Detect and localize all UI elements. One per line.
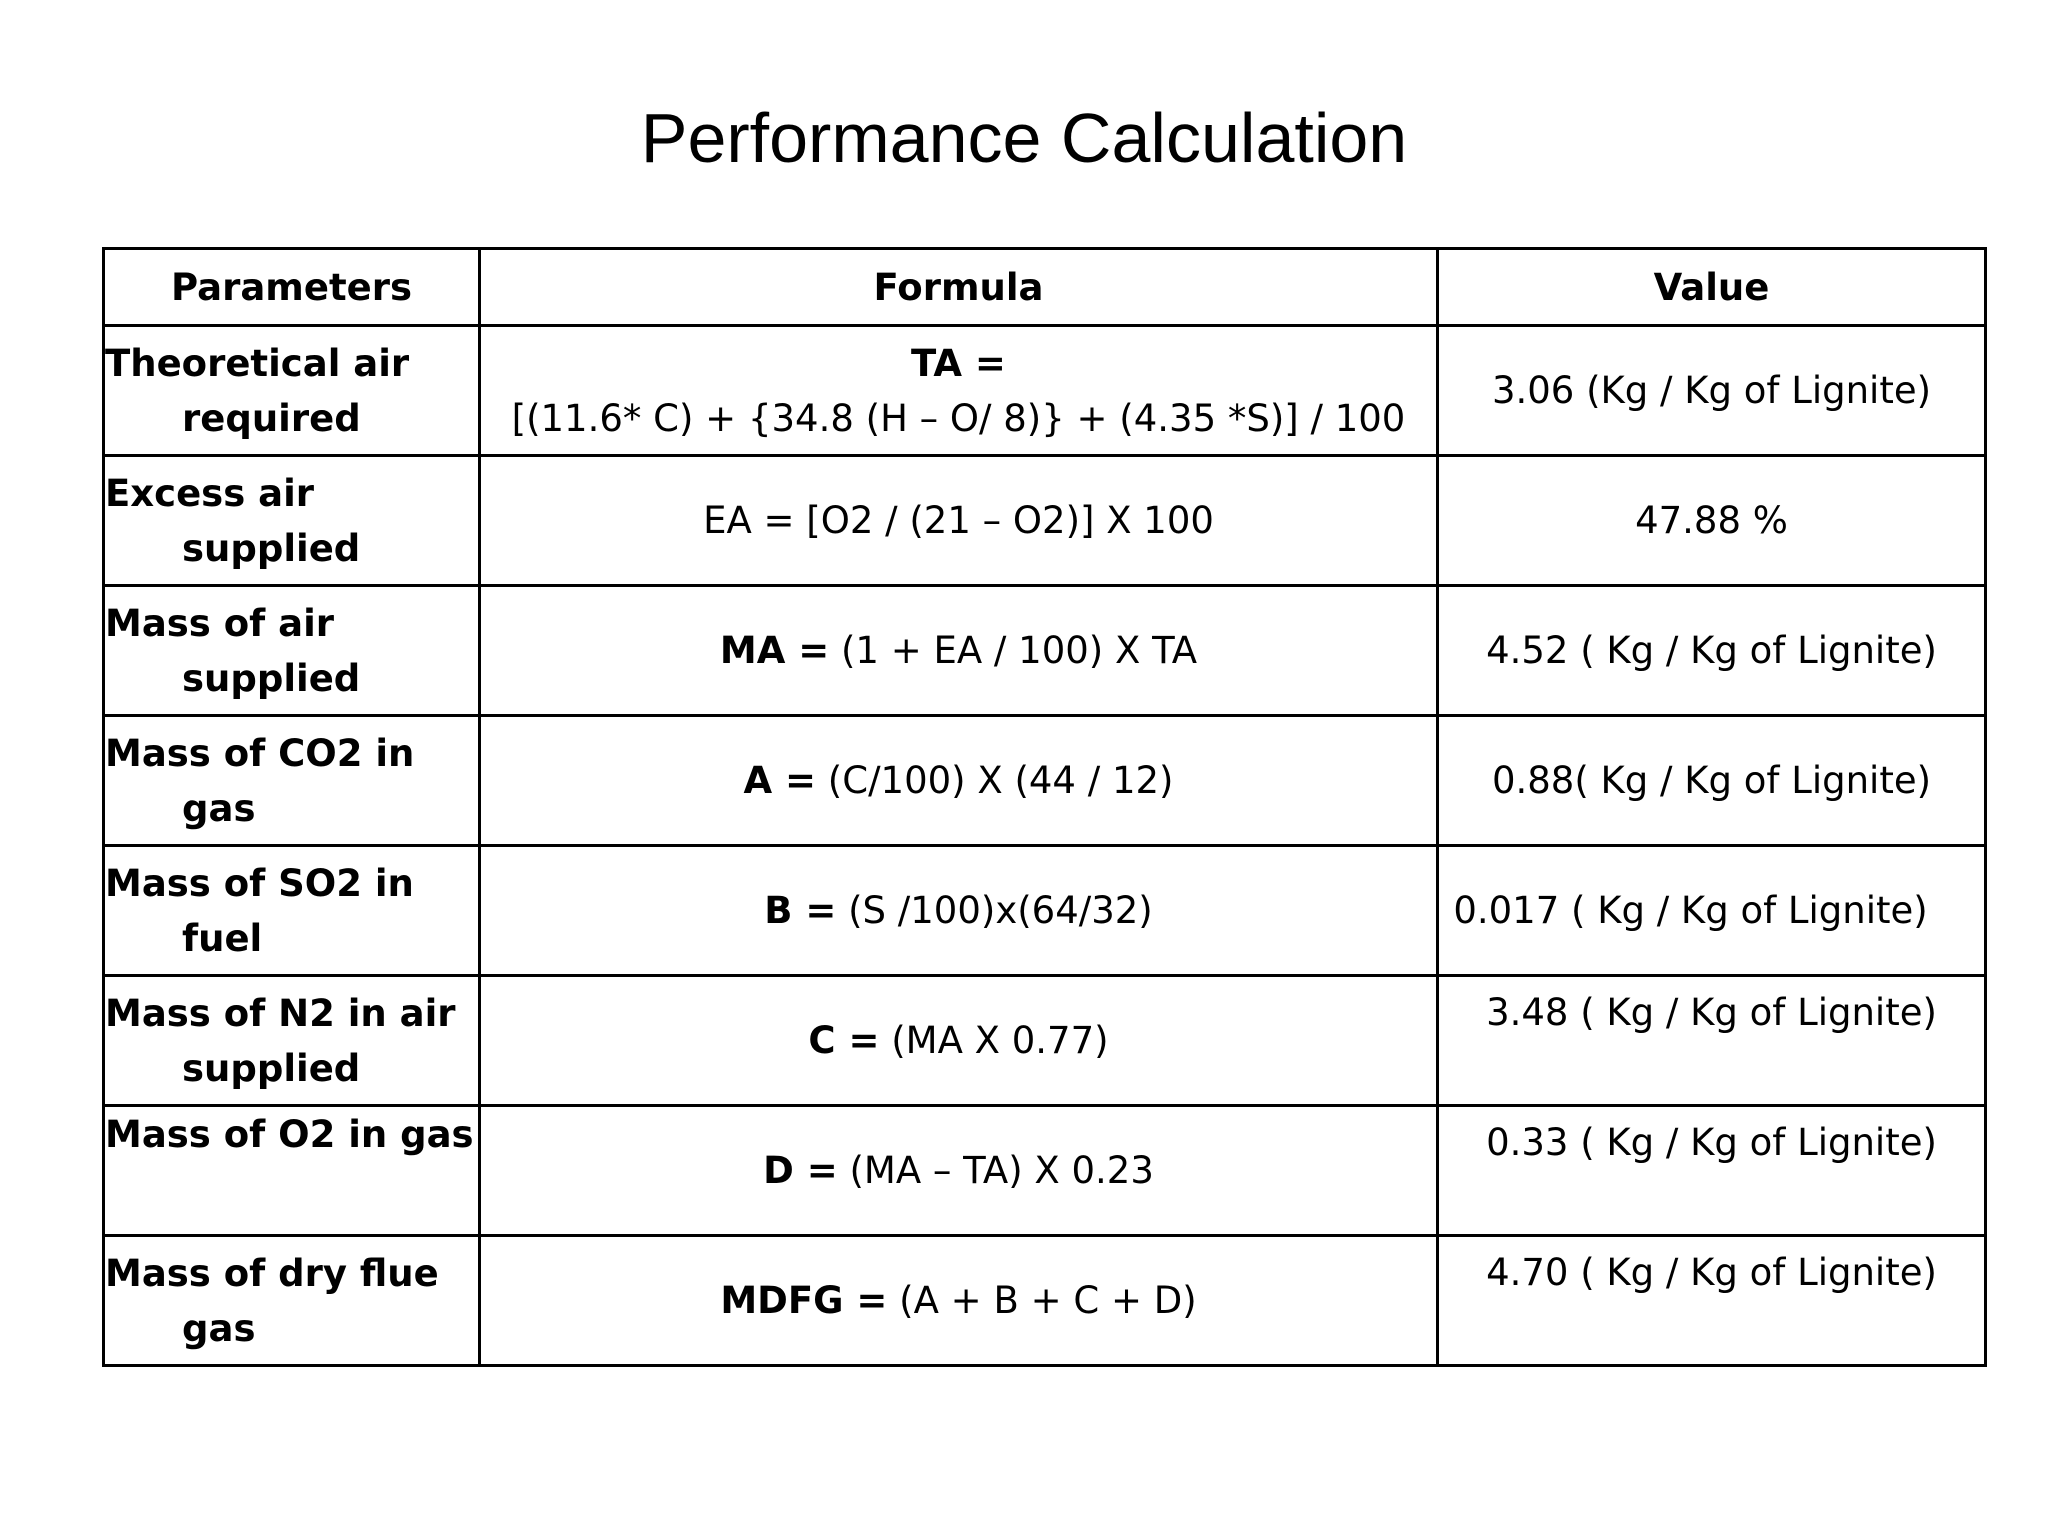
parameter-label-line2: gas <box>182 1306 256 1350</box>
parameter-label-line1: Mass of CO2 in <box>105 731 415 775</box>
formula-cell <box>480 326 1438 456</box>
value-cell: 0.88( Kg / Kg of Lignite) <box>1438 716 1986 846</box>
formula-rhs: EA = [O2 / (21 – O2)] X 100 <box>703 499 1214 542</box>
value-cell: 3.48 ( Kg / Kg of Lignite) <box>1438 976 1986 1106</box>
table-row <box>104 716 1986 846</box>
parameter-label-line1: Excess air <box>105 471 314 515</box>
value-cell: 0.33 ( Kg / Kg of Lignite) <box>1438 1106 1986 1236</box>
formula-rhs: (1 + EA / 100) X TA <box>829 629 1198 672</box>
value-cell: 4.52 ( Kg / Kg of Lignite) <box>1438 586 1986 716</box>
parameter-label-line1: Theoretical air <box>105 341 410 385</box>
parameter-label-line2: gas <box>182 786 256 830</box>
slide-title: Performance Calculation <box>640 99 1408 177</box>
formula-rhs: (MA X 0.77) <box>879 1019 1109 1062</box>
formula-cell <box>480 716 1438 846</box>
formula-lhs: B = <box>764 889 837 932</box>
table-row <box>104 586 1986 716</box>
parameter-label-line2: required <box>182 396 361 440</box>
formula-cell <box>480 586 1438 716</box>
parameter-cell <box>104 456 480 586</box>
formula-cell <box>480 1106 1438 1236</box>
performance-table <box>102 247 1987 1367</box>
parameter-cell <box>104 716 480 846</box>
parameter-label-line2: fuel <box>182 916 263 960</box>
table-row <box>104 1236 1986 1366</box>
parameter-label-line1: Mass of O2 in gas <box>105 1113 474 1156</box>
parameter-cell <box>104 976 480 1106</box>
table-row <box>104 456 1986 586</box>
parameter-label-line2: supplied <box>182 1046 361 1090</box>
formula-rhs: (C/100) X (44 / 12) <box>816 759 1174 802</box>
formula-lhs: A = <box>743 759 817 802</box>
parameter-cell <box>104 1236 480 1366</box>
value-cell: 3.06 (Kg / Kg of Lignite) <box>1438 326 1986 456</box>
parameter-label-line2: supplied <box>182 656 361 700</box>
formula-lhs: D = <box>763 1149 838 1192</box>
formula-lhs: TA = <box>911 341 1006 385</box>
formula-cell <box>480 976 1438 1106</box>
table-row <box>104 1106 1986 1236</box>
value-cell: 4.70 ( Kg / Kg of Lignite) <box>1438 1236 1986 1366</box>
parameter-label-line1: Mass of dry flue <box>105 1251 439 1295</box>
formula-rhs: (S /100)x(64/32) <box>836 889 1153 932</box>
table-row <box>104 976 1986 1106</box>
table-row <box>104 846 1986 976</box>
formula-lhs: MA = <box>719 629 830 672</box>
formula-cell <box>480 456 1438 586</box>
parameter-cell <box>104 846 480 976</box>
parameter-label-line2: supplied <box>182 526 361 570</box>
parameter-label-line1: Mass of air <box>105 601 335 645</box>
header-value: Value <box>1438 249 1986 326</box>
value-cell: 0.017 ( Kg / Kg of Lignite) <box>1438 846 1986 976</box>
header-formula: Formula <box>480 249 1438 326</box>
formula-rhs: [(11.6* C) + {34.8 (H – O/ 8)} + (4.35 *S)] / 100 <box>511 396 1406 440</box>
formula-lhs: MDFG = <box>720 1279 888 1322</box>
formula-rhs: (MA – TA) X 0.23 <box>837 1149 1154 1192</box>
parameter-cell <box>104 1106 480 1236</box>
table-row <box>104 326 1986 456</box>
parameter-label-line1: Mass of N2 in air <box>105 991 456 1035</box>
formula-cell <box>480 1236 1438 1366</box>
parameter-cell <box>104 586 480 716</box>
formula-rhs: (A + B + C + D) <box>887 1279 1197 1322</box>
parameter-cell <box>104 326 480 456</box>
header-parameters: Parameters <box>104 249 480 326</box>
parameter-label-line1: Mass of SO2 in <box>105 861 414 905</box>
formula-lhs: C = <box>808 1019 880 1062</box>
value-cell: 47.88 % <box>1438 456 1986 586</box>
formula-cell <box>480 846 1438 976</box>
table-header-row <box>104 249 1986 326</box>
